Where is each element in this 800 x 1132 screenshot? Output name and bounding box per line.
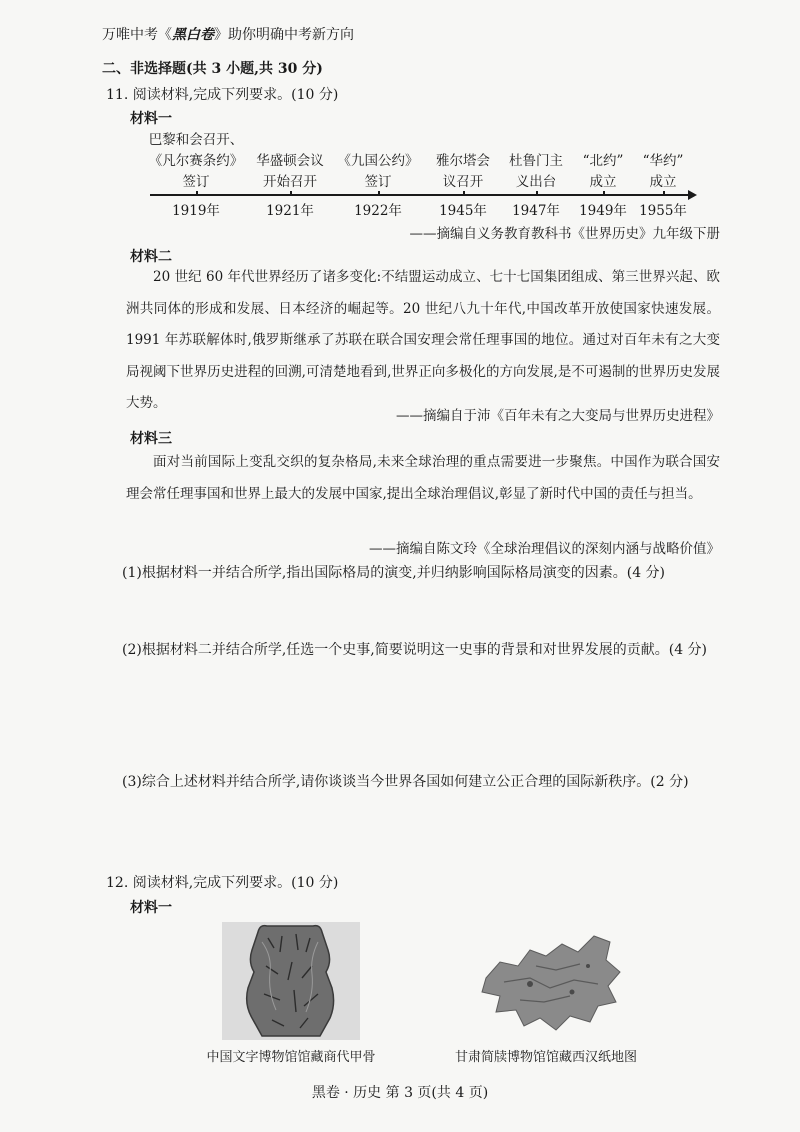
timeline-tick xyxy=(290,191,292,195)
timeline-year: 1949年 xyxy=(579,203,627,219)
timeline-year: 1947年 xyxy=(512,203,560,219)
timeline-axis xyxy=(150,194,690,196)
timeline-tick xyxy=(536,191,538,195)
timeline-tick xyxy=(663,191,665,195)
q11-sub2: (2)根据材料二并结合所学,任选一个史事,简要说明这一史事的背景和对世界发展的贡献。(4 分) xyxy=(122,642,708,658)
header-brand: 黑白卷 xyxy=(172,27,214,43)
q11-material3-text: 面对当前国际上变乱交织的复杂格局,未来全球治理的重点需要进一步聚焦。中国作为联合国安理会常任理事国和世界上最大的发展中国家,提出全球治理倡议,彰显了新时代中国的责任与担当。 xyxy=(126,454,720,502)
timeline-year: 1955年 xyxy=(639,203,687,219)
q11-sub1: (1)根据材料一并结合所学,指出国际格局的演变,并归纳影响国际格局演变的因素。(4 分) xyxy=(122,565,666,581)
timeline-event-2: 华盛顿会议 开始召开 xyxy=(256,153,324,190)
q12-material1-label: 材料一 xyxy=(130,900,172,916)
timeline-year: 1922年 xyxy=(354,203,402,219)
q11-material3-label: 材料三 xyxy=(130,431,172,447)
header-suffix: 》助你明确中考新方向 xyxy=(214,27,354,43)
timeline-event-5: 杜鲁门主 义出台 xyxy=(509,153,563,190)
timeline-year: 1945年 xyxy=(439,203,487,219)
timeline-tick xyxy=(603,191,605,195)
section-title: 二、非选择题(共 3 小题,共 30 分) xyxy=(102,61,323,77)
q11-material3-source: ——摘编自陈文玲《全球治理倡议的深刻内涵与战略价值》 xyxy=(369,541,720,557)
timeline-tick xyxy=(463,191,465,195)
timeline-event-4: 雅尔塔会 议召开 xyxy=(436,153,490,190)
header-prefix: 万唯中考《 xyxy=(102,27,172,43)
q11-material2-label: 材料二 xyxy=(130,249,172,265)
q11-material2-text: 20 世纪 60 年代世界经历了诸多变化:不结盟运动成立、七十七国集团组成、第三世界兴起、欧洲共同体的形成和发展、日本经济的崛起等。20 世纪八九十年代,中国改革开放使国家快速发展。1991 年苏联解体时,俄罗斯继承了苏联在联合国安理会常任理事国的地位。通过对百年未有之大变局视阈下世界历史进程的回溯,可清楚地看到,世界正向多极化的方向发展,是不可遏制的世界历史发展大势。 xyxy=(126,269,720,411)
q11-material2-source: ——摘编自于沛《百年未有之大变局与世界历史进程》 xyxy=(396,408,720,424)
paper-map-image xyxy=(470,922,630,1040)
q11-sub3: (3)综合上述材料并结合所学,请你谈谈当今世界各国如何建立公正合理的国际新秩序。(2 分) xyxy=(122,774,689,790)
page-header xyxy=(102,24,354,44)
caption-paper-map: 甘肃简牍博物馆馆藏西汉纸地图 xyxy=(454,1050,638,1065)
q11-material1-source: ——摘编自义务教育教科书《世界历史》九年级下册 xyxy=(409,226,720,242)
timeline-tick xyxy=(196,191,198,195)
caption-oracle-bone: 中国文字博物馆馆藏商代甲骨 xyxy=(206,1050,376,1065)
q11-material1-label: 材料一 xyxy=(130,111,172,127)
timeline-arrow-icon xyxy=(688,190,697,200)
q11-title: 11. 阅读材料,完成下列要求。(10 分) xyxy=(106,87,339,103)
page-footer: 黑卷 · 历史 第 3 页(共 4 页) xyxy=(311,1085,489,1101)
timeline-event-3: 《九国公约》 签订 xyxy=(337,153,419,190)
timeline-tick xyxy=(378,191,380,195)
oracle-bone-image xyxy=(222,922,360,1040)
q12-title: 12. 阅读材料,完成下列要求。(10 分) xyxy=(106,875,339,891)
timeline-event-6: “北约” 成立 xyxy=(582,153,624,190)
timeline-year: 1921年 xyxy=(266,203,314,219)
timeline-event-7: “华约” 成立 xyxy=(642,153,684,190)
timeline-year: 1919年 xyxy=(172,203,220,219)
timeline-event-1: 巴黎和会召开、 《凡尔赛条约》 签订 xyxy=(148,132,244,190)
